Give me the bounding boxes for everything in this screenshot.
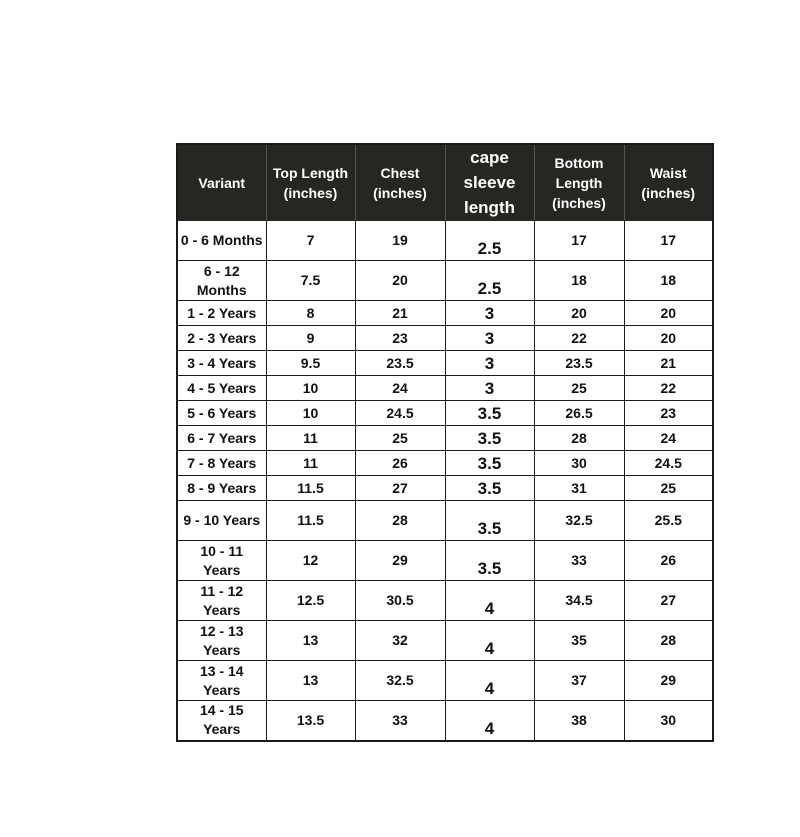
cell-bottom-length: 25 xyxy=(534,376,624,401)
cell-variant xyxy=(177,581,266,621)
cell-variant xyxy=(177,621,266,661)
cell-variant xyxy=(177,541,266,581)
variant-label: 0 - 6 Months xyxy=(180,232,263,248)
header-top-length-line2: (inches) xyxy=(283,184,338,201)
cell-chest: 33 xyxy=(355,701,445,741)
table-row xyxy=(177,426,713,451)
cell-top-length: 9.5 xyxy=(266,351,355,376)
cell-chest: 29 xyxy=(355,541,445,581)
cell-bottom-length: 28 xyxy=(534,426,624,451)
table-row xyxy=(177,301,713,326)
cell-chest: 24.5 xyxy=(355,401,445,426)
cell-bottom-length: 20 xyxy=(534,301,624,326)
cell-top-length: 13 xyxy=(266,621,355,661)
cell-bottom-length: 32.5 xyxy=(534,501,624,541)
cell-cape-sleeve-length: 4 xyxy=(445,701,534,741)
cell-top-length: 11.5 xyxy=(266,476,355,501)
cell-waist: 21 xyxy=(624,351,713,376)
cell-waist: 25 xyxy=(624,476,713,501)
cell-bottom-length: 30 xyxy=(534,451,624,476)
cell-waist: 28 xyxy=(624,621,713,661)
cell-bottom-length: 38 xyxy=(534,701,624,741)
header-bottom-line2: Length xyxy=(555,174,603,191)
cell-bottom-length: 35 xyxy=(534,621,624,661)
cell-waist: 20 xyxy=(624,301,713,326)
table-row xyxy=(177,326,713,351)
cell-bottom-length: 22 xyxy=(534,326,624,351)
cell-bottom-length: 26.5 xyxy=(534,401,624,426)
table-row xyxy=(177,621,713,661)
header-row xyxy=(177,144,713,221)
cell-top-length: 10 xyxy=(266,376,355,401)
table-row xyxy=(177,701,713,741)
cell-top-length: 7 xyxy=(266,221,355,261)
cell-cape-sleeve-length: 3.5 xyxy=(445,541,534,581)
header-waist xyxy=(624,144,713,221)
cell-waist: 30 xyxy=(624,701,713,741)
cell-chest: 26 xyxy=(355,451,445,476)
cell-cape-sleeve-length: 3 xyxy=(445,301,534,326)
header-chest-line1: Chest xyxy=(380,164,420,181)
cell-cape-sleeve-length: 3.5 xyxy=(445,501,534,541)
size-chart-table xyxy=(176,143,714,742)
cell-bottom-length: 37 xyxy=(534,661,624,701)
cell-chest: 21 xyxy=(355,301,445,326)
cell-waist: 26 xyxy=(624,541,713,581)
variant-label: 10 - 11 Years xyxy=(200,542,244,578)
cell-chest: 23 xyxy=(355,326,445,351)
cell-chest: 28 xyxy=(355,501,445,541)
cell-top-length: 12 xyxy=(266,541,355,581)
table-row xyxy=(177,376,713,401)
table-row xyxy=(177,351,713,376)
cell-variant xyxy=(177,301,266,326)
cell-variant xyxy=(177,701,266,741)
cell-top-length: 12.5 xyxy=(266,581,355,621)
header-bottom-line3: (inches) xyxy=(552,194,606,211)
cell-waist: 25.5 xyxy=(624,501,713,541)
cell-waist: 24 xyxy=(624,426,713,451)
header-cape-line3: length xyxy=(464,198,515,217)
cell-cape-sleeve-length: 3.5 xyxy=(445,401,534,426)
header-bottom-line1: Bottom xyxy=(554,154,604,171)
table-row xyxy=(177,451,713,476)
cell-cape-sleeve-length: 3 xyxy=(445,376,534,401)
cell-variant xyxy=(177,401,266,426)
cell-cape-sleeve-length: 4 xyxy=(445,581,534,621)
cell-top-length: 8 xyxy=(266,301,355,326)
cell-top-length: 13 xyxy=(266,661,355,701)
cell-chest: 19 xyxy=(355,221,445,261)
cell-chest: 23.5 xyxy=(355,351,445,376)
cell-variant xyxy=(177,326,266,351)
header-chest-line2: (inches) xyxy=(373,184,427,201)
header-cape-sleeve-length xyxy=(445,144,534,221)
cell-top-length: 11 xyxy=(266,426,355,451)
cell-waist: 27 xyxy=(624,581,713,621)
cell-waist: 29 xyxy=(624,661,713,701)
cell-top-length: 13.5 xyxy=(266,701,355,741)
cell-waist: 20 xyxy=(624,326,713,351)
cell-top-length: 9 xyxy=(266,326,355,351)
cell-cape-sleeve-length: 3 xyxy=(445,326,534,351)
cell-cape-sleeve-length: 3 xyxy=(445,351,534,376)
variant-label: 8 - 9 Years xyxy=(187,479,257,496)
cell-cape-sleeve-length: 4 xyxy=(445,661,534,701)
variant-label: 2 - 3 Years xyxy=(187,329,257,346)
variant-label: 6 - 7 Years xyxy=(187,429,257,446)
cell-bottom-length: 34.5 xyxy=(534,581,624,621)
cell-bottom-length: 18 xyxy=(534,261,624,301)
cell-variant xyxy=(177,661,266,701)
variant-label-line1: 6 - 12 xyxy=(203,262,240,279)
cell-chest: 27 xyxy=(355,476,445,501)
cell-variant xyxy=(177,351,266,376)
cell-chest: 24 xyxy=(355,376,445,401)
variant-label: 12 - 13 Years xyxy=(199,622,244,658)
cell-cape-sleeve-length: 3.5 xyxy=(445,451,534,476)
table-row xyxy=(177,661,713,701)
cell-chest: 32 xyxy=(355,621,445,661)
cell-variant xyxy=(177,261,266,301)
cell-top-length: 11 xyxy=(266,451,355,476)
header-top-length xyxy=(266,144,355,221)
cell-variant xyxy=(177,376,266,401)
header-variant xyxy=(177,144,266,221)
table-row xyxy=(177,501,713,541)
cell-waist: 24.5 xyxy=(624,451,713,476)
table-row xyxy=(177,581,713,621)
cell-variant xyxy=(177,476,266,501)
table-row xyxy=(177,541,713,581)
cell-top-length: 11.5 xyxy=(266,501,355,541)
header-variant-label: Variant xyxy=(198,174,246,191)
cell-variant xyxy=(177,501,266,541)
cell-chest: 25 xyxy=(355,426,445,451)
variant-label: 9 - 10 Years xyxy=(183,512,261,528)
cell-waist: 18 xyxy=(624,261,713,301)
cell-cape-sleeve-length: 3.5 xyxy=(445,476,534,501)
variant-label: 13 - 14 Years xyxy=(199,662,244,698)
table-body xyxy=(177,221,713,741)
cell-variant xyxy=(177,426,266,451)
header-cape-line1: cape xyxy=(470,148,509,167)
table-row xyxy=(177,476,713,501)
header-chest xyxy=(355,144,445,221)
cell-variant xyxy=(177,221,266,261)
variant-label: 3 - 4 Years xyxy=(187,354,257,371)
header-top-length-line1: Top Length xyxy=(272,164,349,181)
cell-cape-sleeve-length: 2.5 xyxy=(445,261,534,301)
variant-label-line2: Months xyxy=(196,281,247,298)
variant-label: 4 - 5 Years xyxy=(187,379,257,396)
header-cape-line2: sleeve xyxy=(463,173,516,192)
table-row xyxy=(177,401,713,426)
cell-chest: 32.5 xyxy=(355,661,445,701)
cell-waist: 17 xyxy=(624,221,713,261)
cell-bottom-length: 33 xyxy=(534,541,624,581)
cell-chest: 20 xyxy=(355,261,445,301)
variant-label: 11 - 12 Years xyxy=(200,582,244,618)
cell-cape-sleeve-length: 3.5 xyxy=(445,426,534,451)
header-waist-line2: (inches) xyxy=(641,184,696,201)
cell-cape-sleeve-length: 2.5 xyxy=(445,221,534,261)
cell-chest: 30.5 xyxy=(355,581,445,621)
cell-bottom-length: 17 xyxy=(534,221,624,261)
cell-bottom-length: 31 xyxy=(534,476,624,501)
header-bottom-length xyxy=(534,144,624,221)
cell-cape-sleeve-length: 4 xyxy=(445,621,534,661)
variant-label: 1 - 2 Years xyxy=(187,304,257,321)
cell-top-length: 10 xyxy=(266,401,355,426)
cell-variant xyxy=(177,451,266,476)
table-row xyxy=(177,221,713,261)
cell-top-length: 7.5 xyxy=(266,261,355,301)
cell-waist: 22 xyxy=(624,376,713,401)
table-row xyxy=(177,261,713,301)
variant-label: 7 - 8 Years xyxy=(187,454,257,471)
cell-bottom-length: 23.5 xyxy=(534,351,624,376)
cell-waist: 23 xyxy=(624,401,713,426)
variant-label: 5 - 6 Years xyxy=(187,404,257,421)
header-waist-line1: Waist xyxy=(649,164,687,181)
table-header xyxy=(177,144,713,221)
variant-label: 14 - 15 Years xyxy=(199,702,244,738)
